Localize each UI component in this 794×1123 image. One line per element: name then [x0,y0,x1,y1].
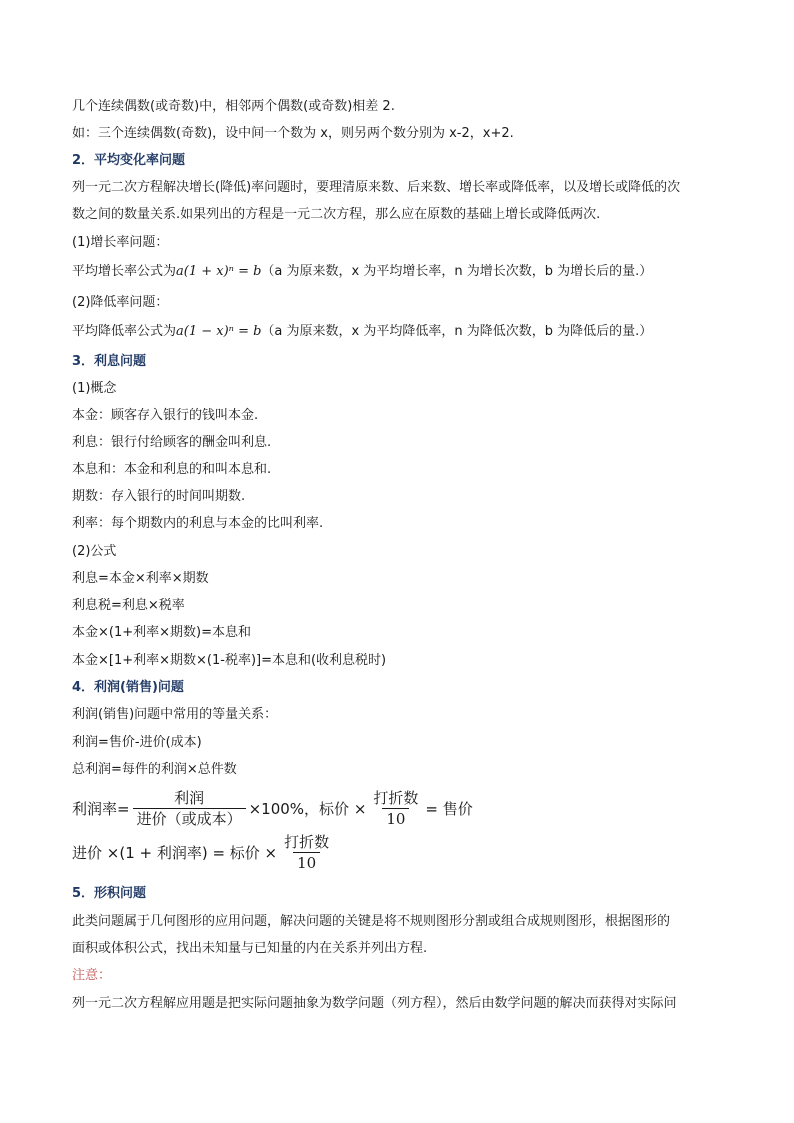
section-heading: 2．平均变化率问题 [72,153,186,168]
formula-explanation: （a 为原来数，x 为平均降低率，n 为降低次数，b 为降低后的量.） [261,324,653,339]
paragraph: 利率：每个期数内的利息与本金的比叫利率. [72,516,324,531]
fraction-numerator: 利润 [174,789,205,807]
formula-lhs: 进价 ×(1 + 利润率) = 标价 × [72,844,278,862]
formula-middle: ×100%，标价 × [248,800,367,818]
paragraph: 利息：银行付给顾客的酬金叫利息. [72,435,272,450]
formula-prefix: 平均增长率公式为 [72,264,177,279]
paragraph: 本金×(1+利率×期数)=本息和 [72,625,251,640]
decline-formula-line [72,322,652,342]
fraction [133,789,246,828]
paragraph: 利润(销售)问题中常用的等量关系： [72,707,278,722]
formula-lhs: 利润率= [72,800,130,818]
paragraph: 列一元二次方程解决增长(降低)率问题时，要理清原来数、后来数、增长率或降低率，以及增长或降低的次 [72,180,681,195]
paragraph: 本息和：本金和利息的和叫本息和. [72,462,272,477]
paragraph: 列一元二次方程解应用题是把实际问题抽象为数学问题（列方程），然后由数学问题的解决而获得对实际问 [72,996,677,1011]
note-label: 注意： [72,968,112,983]
paragraph: 本金×[1+利率×期数×(1-税率)]=本息和(收利息税时) [72,653,387,668]
paragraph: 本金：顾客存入银行的钱叫本金. [72,408,259,423]
fraction-numerator: 打折数 [373,789,419,807]
paragraph: 面积或体积公式，找出未知量与已知量的内在关系并列出方程. [72,941,428,956]
section-heading: 3．利息问题 [72,354,147,369]
growth-formula-line [72,262,652,282]
formula-explanation: （a 为原来数，x 为平均增长率，n 为增长次数，b 为增长后的量.） [261,264,653,279]
paragraph: 利息税=利息×税率 [72,598,185,613]
growth-formula: a(1 + x)ⁿ = b [176,264,262,279]
paragraph: 总利润=每件的利润×总件数 [72,762,237,777]
decline-formula: a(1 − x)ⁿ = b [176,324,262,339]
subheading: (2)公式 [72,544,117,559]
profit-rate-formula [72,789,473,828]
fraction [369,789,422,828]
paragraph: 此类问题属于几何图形的应用问题，解决问题的关键是将不规则图形分割或组合成规则图形，根据图形的 [72,914,671,929]
fraction-denominator: 10 [382,808,409,828]
subheading: (1)增长率问题： [72,235,169,250]
paragraph: 如：三个连续偶数(奇数)，设中间一个数为 x，则另两个数分别为 x-2，x+2. [72,126,514,141]
formula-prefix: 平均降低率公式为 [72,324,177,339]
paragraph: 利润=售价-进价(成本) [72,735,202,750]
fraction-denominator: 进价（或成本） [133,808,246,828]
cost-price-formula [72,833,336,872]
paragraph: 利息=本金×利率×期数 [72,571,209,586]
formula-rhs: = 售价 [425,800,473,818]
fraction-numerator: 打折数 [284,833,330,851]
fraction [280,833,333,872]
section-heading: 5．形积问题 [72,886,147,901]
section-heading: 4．利润(销售)问题 [72,680,184,695]
paragraph: 数之间的数量关系.如果列出的方程是一元二次方程，那么应在原数的基础上增长或降低两次. [72,207,601,222]
paragraph: 几个连续偶数(或奇数)中，相邻两个偶数(或奇数)相差 2. [72,99,395,114]
fraction-denominator: 10 [293,852,320,872]
subheading: (2)降低率问题： [72,295,169,310]
subheading: (1)概念 [72,381,117,396]
paragraph: 期数：存入银行的时间叫期数. [72,489,246,504]
